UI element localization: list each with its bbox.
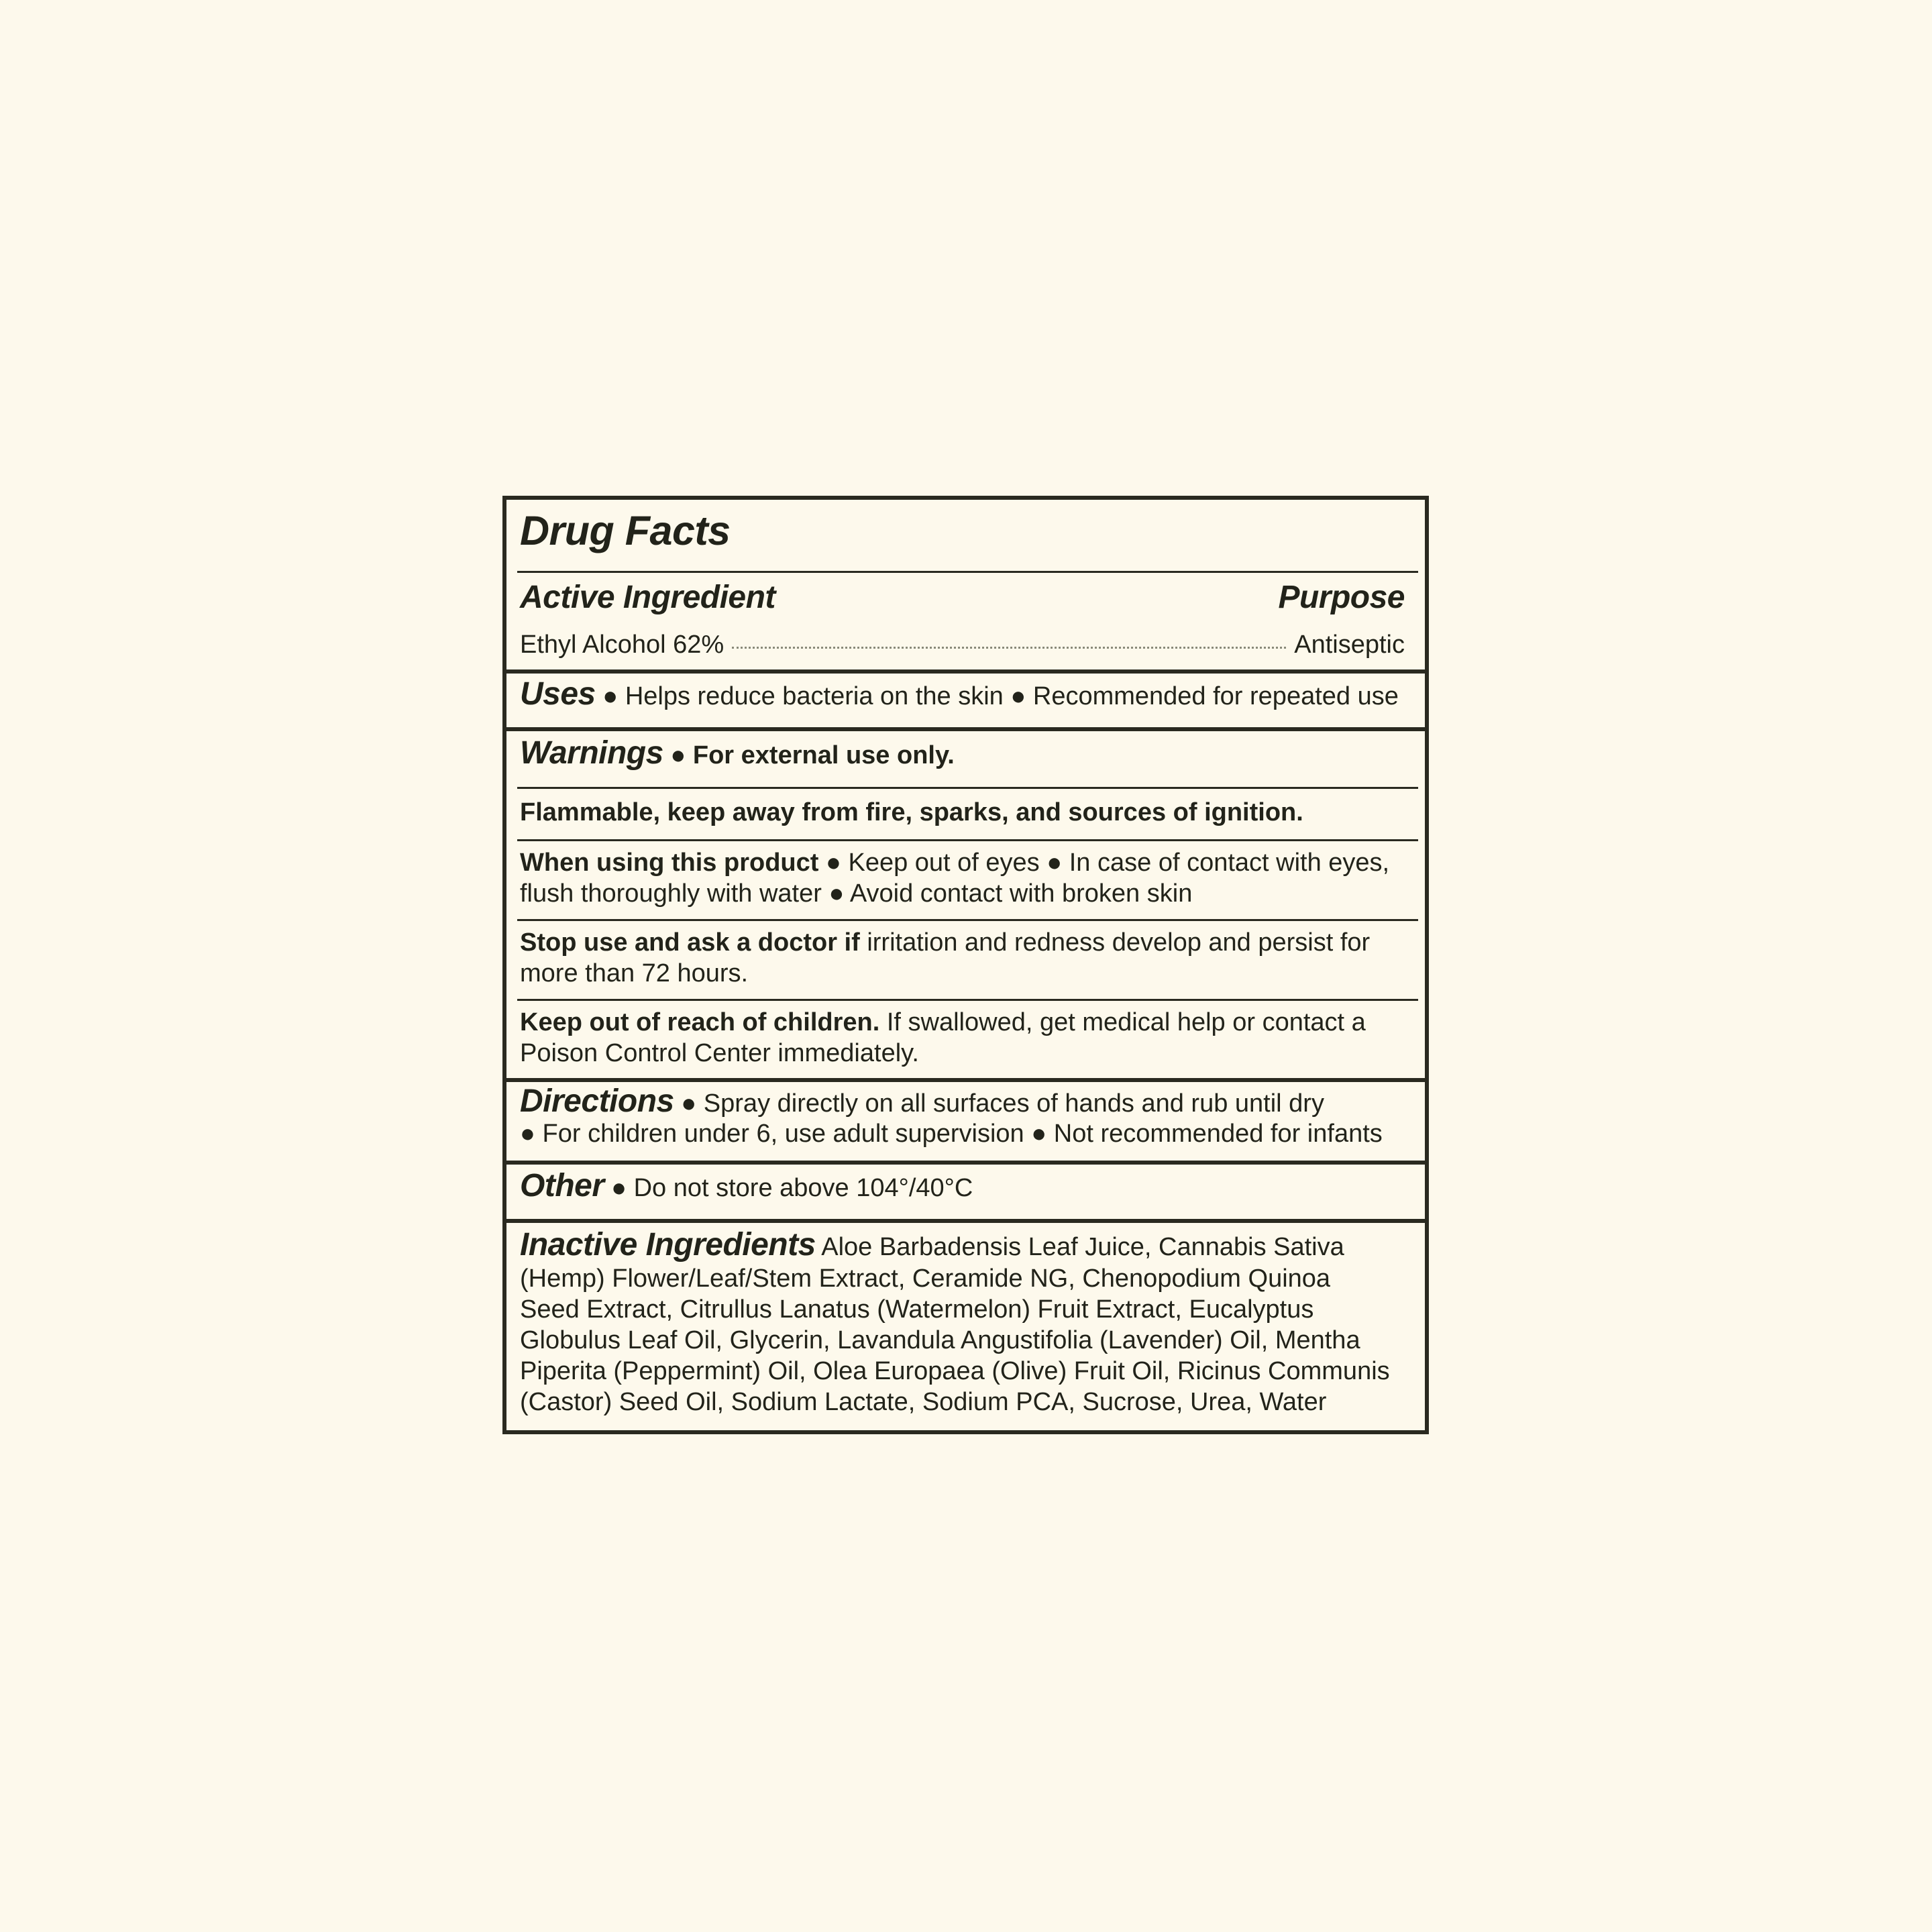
keep-out-text-1: If swallowed, get medical help or contact a	[879, 1008, 1366, 1036]
when-using-line-1	[520, 847, 1389, 878]
inactive-text-1: Aloe Barbadensis Leaf Juice, Cannabis Sativa	[815, 1233, 1344, 1261]
inactive-line-1	[520, 1227, 1344, 1263]
inactive-line-6: (Castor) Seed Oil, Sodium Lactate, Sodium PCA, Sucrose, Urea, Water	[520, 1388, 1327, 1416]
warnings-section	[520, 735, 955, 771]
when-using-text-1: ● Keep out of eyes ● In case of contact with eyes,	[818, 849, 1390, 877]
directions-text-1: ● Spray directly on all surfaces of hands and rub until dry	[674, 1089, 1324, 1118]
stop-use-line-2: more than 72 hours.	[520, 959, 749, 987]
stop-use-heading: Stop use and ask a doctor if	[520, 928, 860, 957]
warnings-lead: ● For external use only.	[663, 741, 955, 769]
section-divider-inactive	[506, 1219, 1425, 1223]
section-divider-directions	[506, 1078, 1425, 1082]
directions-line-2: ● For children under 6, use adult supervision ● Not recommended for infants	[520, 1120, 1383, 1148]
directions-line-1	[520, 1083, 1324, 1119]
keep-out-line-2: Poison Control Center immediately.	[520, 1039, 919, 1067]
flammable-warning: Flammable, keep away from fire, sparks, and sources of ignition.	[520, 798, 1303, 826]
when-using-heading: When using this product	[520, 849, 819, 877]
uses-heading: Uses	[520, 676, 596, 712]
section-divider-uses	[506, 669, 1425, 674]
uses-text: ● Helps reduce bacteria on the skin ● Recommended for repeated use	[595, 682, 1399, 710]
other-section	[520, 1168, 973, 1203]
title-divider	[517, 571, 1418, 573]
active-ingredient-name: Ethyl Alcohol 62%	[520, 631, 724, 659]
keep-out-line-1	[520, 1007, 1366, 1038]
warnings-divider-3	[517, 919, 1418, 921]
warnings-divider-1	[517, 787, 1418, 789]
section-divider-warnings	[506, 727, 1425, 731]
active-ingredient-row	[520, 629, 1405, 660]
other-heading: Other	[520, 1168, 604, 1203]
warnings-divider-2	[517, 839, 1418, 841]
inactive-line-5: Piperita (Peppermint) Oil, Olea Europaea (Olive) Fruit Oil, Ricinus Communis	[520, 1357, 1390, 1385]
inactive-line-3: Seed Extract, Citrullus Lanatus (Watermelon) Fruit Extract, Eucalyptus	[520, 1295, 1314, 1324]
uses-section	[520, 676, 1399, 712]
when-using-line-2: flush thoroughly with water ● Avoid contact with broken skin	[520, 879, 1193, 908]
stop-use-text-1: irritation and redness develop and persist for	[859, 928, 1371, 957]
keep-out-heading: Keep out of reach of children.	[520, 1008, 880, 1036]
purpose-heading: Purpose	[1278, 580, 1405, 615]
drug-facts-panel	[502, 496, 1429, 1434]
warnings-heading: Warnings	[520, 735, 663, 771]
warnings-divider-4	[517, 999, 1418, 1001]
inactive-line-2: (Hemp) Flower/Leaf/Stem Extract, Ceramide NG, Chenopodium Quinoa	[520, 1265, 1331, 1293]
active-ingredient-purpose: Antiseptic	[1294, 631, 1405, 659]
dot-leader	[732, 647, 1286, 649]
section-divider-other	[506, 1161, 1425, 1165]
inactive-heading: Inactive Ingredients	[520, 1227, 816, 1263]
stop-use-line-1	[520, 927, 1370, 958]
drug-facts-title: Drug Facts	[520, 508, 731, 553]
active-ingredient-heading: Active Ingredient	[520, 580, 775, 615]
inactive-line-4: Globulus Leaf Oil, Glycerin, Lavandula Angustifolia (Lavender) Oil, Mentha	[520, 1326, 1360, 1354]
other-text: ● Do not store above 104°/40°C	[604, 1174, 973, 1202]
directions-heading: Directions	[520, 1083, 674, 1119]
